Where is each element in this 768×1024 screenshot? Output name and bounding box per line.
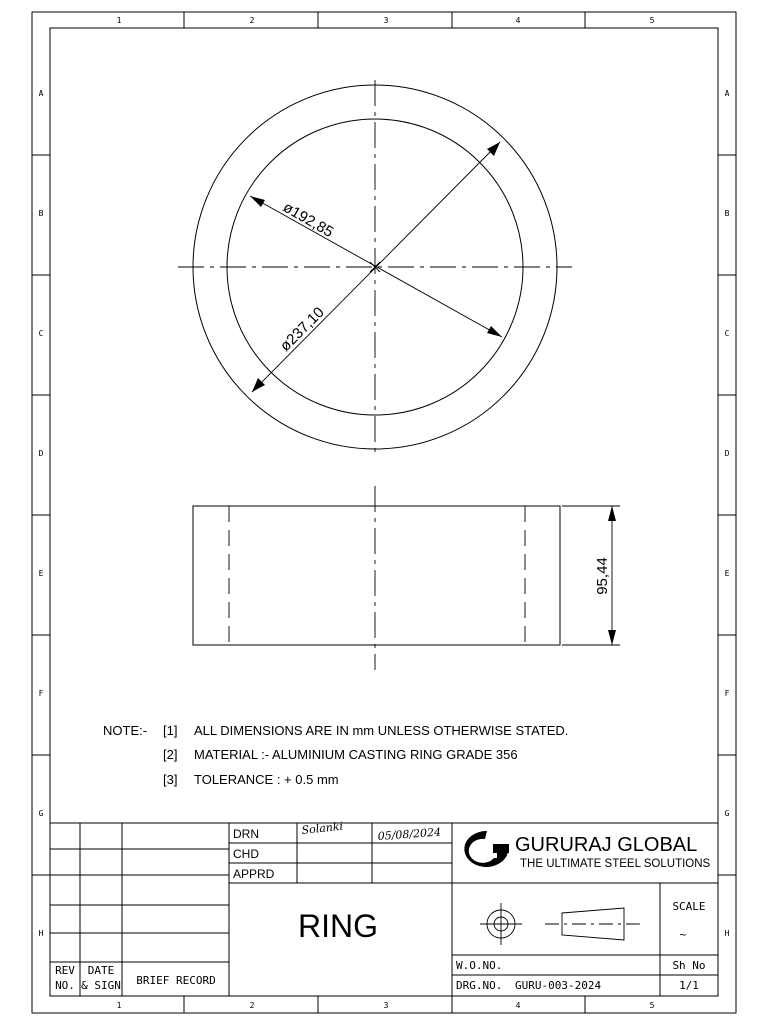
col-label-3: 3 [383, 16, 389, 25]
row-label-g-right: G [724, 809, 730, 818]
chd-label: CHD [233, 847, 259, 861]
height-label: 95,44 [594, 557, 611, 595]
col-label-1-bottom: 1 [116, 1001, 122, 1010]
col-label-4: 4 [515, 16, 521, 25]
row-label-b-right: B [724, 209, 730, 218]
note-1-number: [1] [163, 723, 178, 738]
sign-label: & SIGN [81, 979, 121, 992]
drn-date: 05/08/2024 [377, 825, 442, 843]
top-view [178, 80, 572, 455]
note-3-text: TOLERANCE : + 0.5 mm [194, 772, 339, 787]
note-2-text: MATERIAL :- ALUMINIUM CASTING RING GRADE 356 [194, 747, 518, 762]
row-label-d: D [38, 449, 44, 458]
outer-dim-arrow-bottom [252, 378, 265, 392]
company-tagline: THE ULTIMATE STEEL SOLUTIONS [520, 858, 711, 870]
projection-symbol [480, 903, 640, 945]
apprd-label: APPRD [233, 867, 275, 881]
notes-prefix: NOTE:- [103, 723, 148, 738]
row-label-h-right: H [724, 929, 730, 938]
inner-dim-arrow-left [250, 196, 265, 207]
date-label: DATE [87, 964, 115, 977]
row-label-f: F [38, 689, 44, 698]
sheet-value: 1/1 [679, 979, 699, 992]
drn-signature: Solanki [300, 819, 344, 837]
drg-label: DRG.NO. [456, 979, 503, 992]
scale-value: ~ [679, 928, 687, 942]
col-label-2: 2 [249, 16, 255, 25]
col-label-4-bottom: 4 [515, 1001, 521, 1010]
height-arrow-bottom [608, 630, 616, 645]
height-arrow-top [608, 506, 616, 521]
scale-label: SCALE [672, 900, 706, 913]
row-label-d-right: D [724, 449, 730, 458]
front-view-outline [193, 506, 560, 645]
no-label: NO. [55, 979, 75, 992]
brief-record-label: BRIEF RECORD [136, 974, 216, 987]
inner-dim-arrow-right [487, 326, 502, 337]
row-label-b: B [38, 209, 44, 218]
col-label-5-bottom: 5 [649, 1001, 655, 1010]
row-label-c-right: C [724, 329, 730, 338]
drawing-title: RING [298, 908, 378, 944]
note-2-number: [2] [163, 747, 178, 762]
company-name: GURURAJ GLOBAL [515, 834, 698, 856]
outer-diameter-label: ø237,10 [276, 303, 328, 355]
row-label-c: C [38, 329, 44, 338]
outer-dim-arrow-top [487, 142, 500, 156]
drg-number: GURU-003-2024 [515, 979, 602, 992]
sheet-label: Sh No [672, 959, 706, 972]
note-1-text: ALL DIMENSIONS ARE IN mm UNLESS OTHERWISE STATED. [194, 723, 569, 738]
rev-label: REV [55, 964, 75, 977]
row-label-g: G [38, 809, 44, 818]
front-view [193, 486, 620, 670]
row-label-a: A [38, 89, 44, 98]
row-label-e-right: E [724, 569, 730, 578]
row-label-a-right: A [724, 89, 730, 98]
row-label-e: E [38, 569, 44, 578]
col-label-3-bottom: 3 [383, 1001, 389, 1010]
col-label-5: 5 [649, 16, 655, 25]
company-logo [464, 831, 509, 867]
drn-label: DRN [233, 827, 259, 841]
note-3-number: [3] [163, 772, 178, 787]
row-label-f-right: F [724, 689, 730, 698]
inner-diameter-label: ø192,85 [280, 198, 337, 241]
wo-label: W.O.NO. [456, 959, 503, 972]
col-label-2-bottom: 2 [249, 1001, 255, 1010]
col-label-1: 1 [116, 16, 122, 25]
row-label-h: H [38, 929, 44, 938]
